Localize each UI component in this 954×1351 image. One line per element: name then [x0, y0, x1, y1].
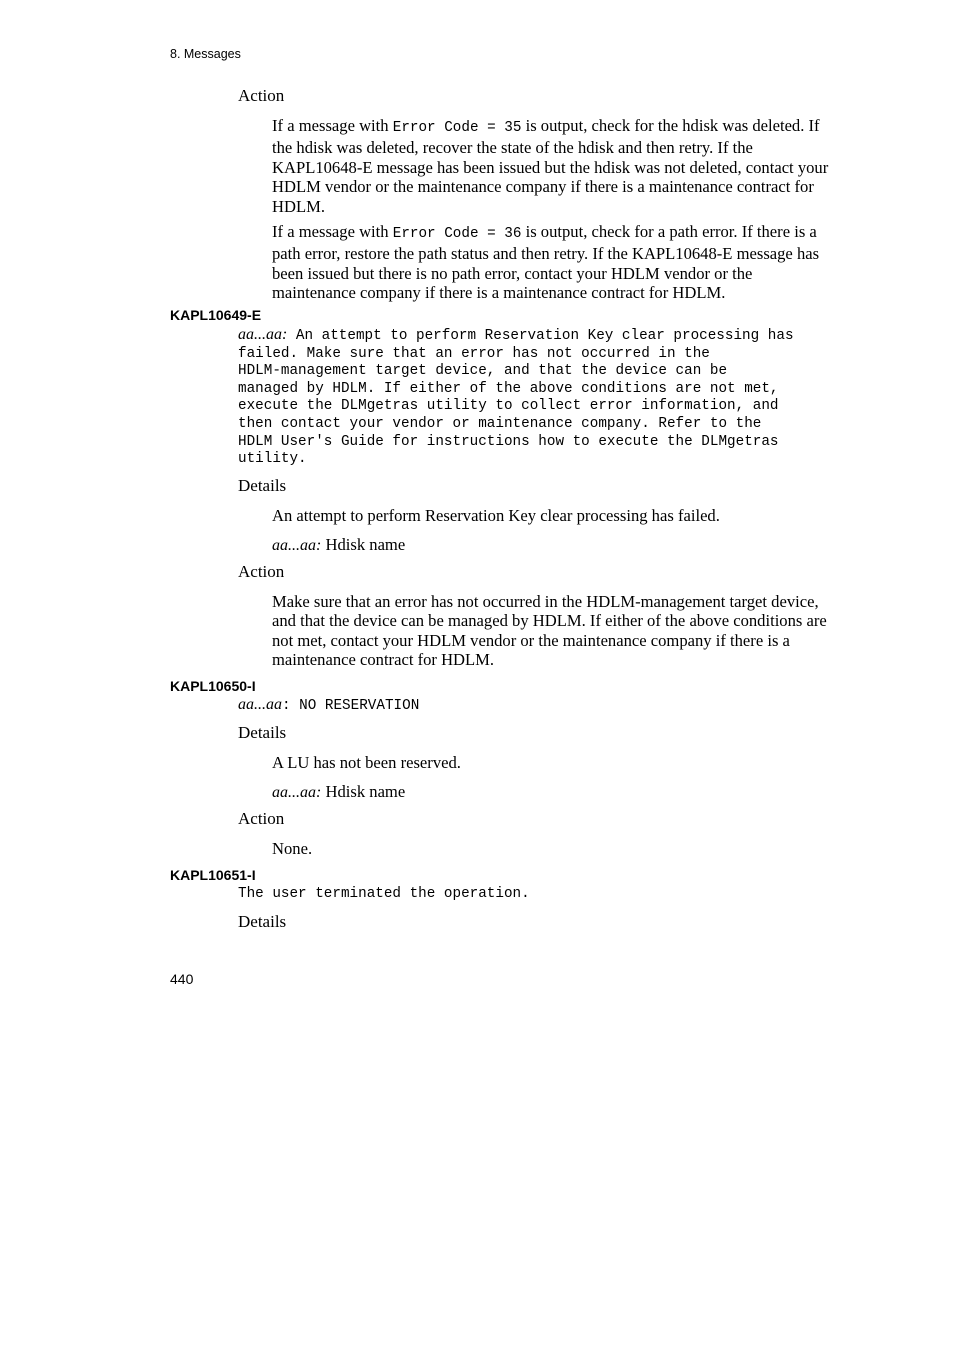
message-body: An attempt to perform Reservation Key clear processing has failed. Make sure that an error has not occurred in the HDLM-management target device, and that the device can be managed by HDLM. If either of the above conditions are not met, execute the DLMgetras utility to collect error information, and then contact your vendor or maintenance company. Refer to the HDLM User's Guide for instructions how to execute the DLMgetras utility.: [238, 328, 794, 468]
action-paragraph-2: [272, 222, 840, 303]
running-header: 8. Messages: [170, 47, 241, 61]
variable-description: [272, 782, 840, 802]
page-number: 440: [170, 971, 194, 987]
message-id-kapl10651: KAPL10651-I: [170, 867, 256, 883]
action-heading: Action: [238, 562, 285, 581]
action-text: None.: [272, 839, 313, 858]
details-heading: Details: [238, 723, 287, 742]
variable-name: aa...aa:: [272, 784, 322, 801]
text: If a message with: [272, 116, 393, 135]
action-heading: Action: [238, 809, 285, 828]
details-heading: Details: [238, 912, 287, 931]
action-paragraph-1: [272, 116, 840, 216]
text: If a message with: [272, 222, 393, 241]
message-id-kapl10650: KAPL10650-I: [170, 678, 256, 694]
message-variable: aa...aa: [238, 696, 282, 713]
message-text-kapl10649: [238, 326, 858, 469]
variable-name: aa...aa:: [272, 537, 322, 554]
details-text: An attempt to perform Reservation Key clear processing has failed.: [272, 506, 720, 525]
message-variable: aa...aa:: [238, 326, 288, 343]
variable-meaning: Hdisk name: [321, 782, 406, 801]
error-code-36: Error Code = 36: [392, 226, 522, 242]
message-text-kapl10651: The user terminated the operation.: [238, 886, 530, 902]
text: is output, check for a path error. If there is a path error, restore the path status and then retry. If the KAPL10648-E message has been issued but there is no path error, contact your HDLM vendor or the maintenance company if there is a maintenance contract for HDLM.: [272, 222, 820, 303]
message-id-kapl10649: KAPL10649-E: [170, 307, 262, 323]
variable-meaning: Hdisk name: [321, 535, 406, 554]
error-code-35: Error Code = 35: [392, 120, 522, 136]
action-text: Make sure that an error has not occurred in the HDLM-management target device, and that the device can be managed by HDLM. If either of the above conditions are not met, contact your HDLM vendor or the maintenance company if there is a maintenance contract for HDLM.: [272, 592, 827, 670]
message-body: : NO RESERVATION: [282, 698, 420, 714]
text: is output, check for the hdisk was deleted. If the hdisk was deleted, recover the state of the hdisk and then retry. If the KAPL10648-E message has been issued but the hdisk was not deleted, contact your HDLM vendor or the maintenance company if there is a maintenance contract for HDLM.: [272, 116, 829, 216]
variable-description: [272, 535, 840, 555]
message-text-kapl10650: [238, 696, 858, 716]
action-heading: Action: [238, 86, 285, 105]
details-heading: Details: [238, 476, 287, 495]
details-text: A LU has not been reserved.: [272, 753, 461, 772]
